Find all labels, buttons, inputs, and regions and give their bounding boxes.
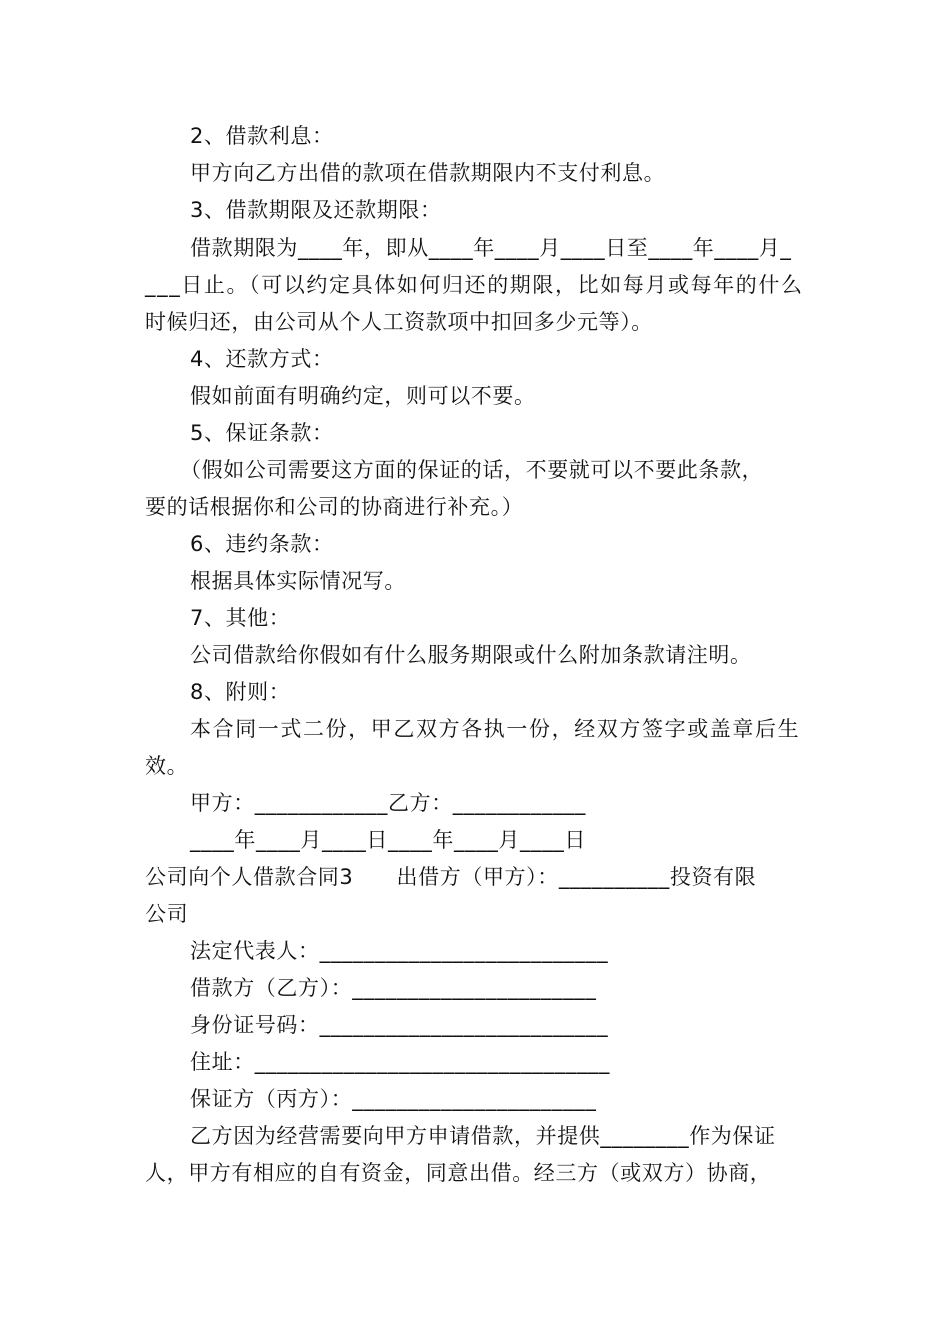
form-field-guarantor: 保证方（丙方）：______________________ — [190, 1087, 597, 1111]
section-heading-term: 3、借款期限及还款期限： — [190, 198, 442, 222]
contract-title-line: 公司向个人借款合同3 出借方（甲方）：__________投资有限 — [145, 865, 757, 889]
section-heading-other: 7、其他： — [190, 606, 291, 630]
section-heading-guarantee: 5、保证条款： — [190, 421, 334, 445]
paragraph-text: 时候归还，由公司从个人工资款项中扣回多少元等）。 — [145, 310, 653, 334]
paragraph-text: 效。 — [145, 754, 189, 778]
form-field-borrower: 借款方（乙方）：______________________ — [190, 976, 597, 1000]
date-line: ____年____月____日____年____月____日 — [190, 828, 586, 852]
paragraph-text: 要的话根据你和公司的协商进行补充。） — [145, 495, 524, 519]
section-heading-breach: 6、违约条款： — [190, 532, 334, 556]
paragraph-text: 借款期限为____年，即从____年____月____日至____年____月_ — [190, 236, 792, 260]
paragraph-text: 甲方向乙方出借的款项在借款期限内不支付利息。 — [190, 161, 666, 185]
paragraph-text: 根据具体实际情况写。 — [190, 569, 406, 593]
paragraph-text: 公司借款给你假如有什么服务期限或什么附加条款请注明。 — [190, 643, 752, 667]
paragraph-text: ___日止。（可以约定具体如何归还的期限，比如每月或每年的什么 — [145, 273, 804, 297]
form-field-id-number: 身份证号码：__________________________ — [190, 1013, 609, 1037]
signature-line: 甲方：____________乙方：____________ — [190, 791, 586, 815]
section-heading-repayment: 4、还款方式： — [190, 347, 334, 371]
section-heading-interest: 2、借款利息： — [190, 124, 334, 148]
paragraph-text: 公司 — [145, 902, 189, 926]
section-heading-supplementary: 8、附则： — [190, 680, 291, 704]
paragraph-text: 人，甲方有相应的自有资金，同意出借。经三方（或双方）协商， — [145, 1161, 772, 1185]
form-field-address: 住址：________________________________ — [190, 1050, 610, 1074]
paragraph-text: 本合同一式二份，甲乙双方各执一份，经双方签字或盖章后生 — [190, 717, 801, 741]
paragraph-text: 假如前面有明确约定，则可以不要。 — [190, 384, 536, 408]
form-field-legal-representative: 法定代表人：__________________________ — [190, 939, 609, 963]
paragraph-text: （假如公司需要这方面的保证的话，不要就可以不要此条款， — [180, 458, 764, 482]
paragraph-text: 乙方因为经营需要向甲方申请借款，并提供________作为保证 — [190, 1124, 776, 1148]
